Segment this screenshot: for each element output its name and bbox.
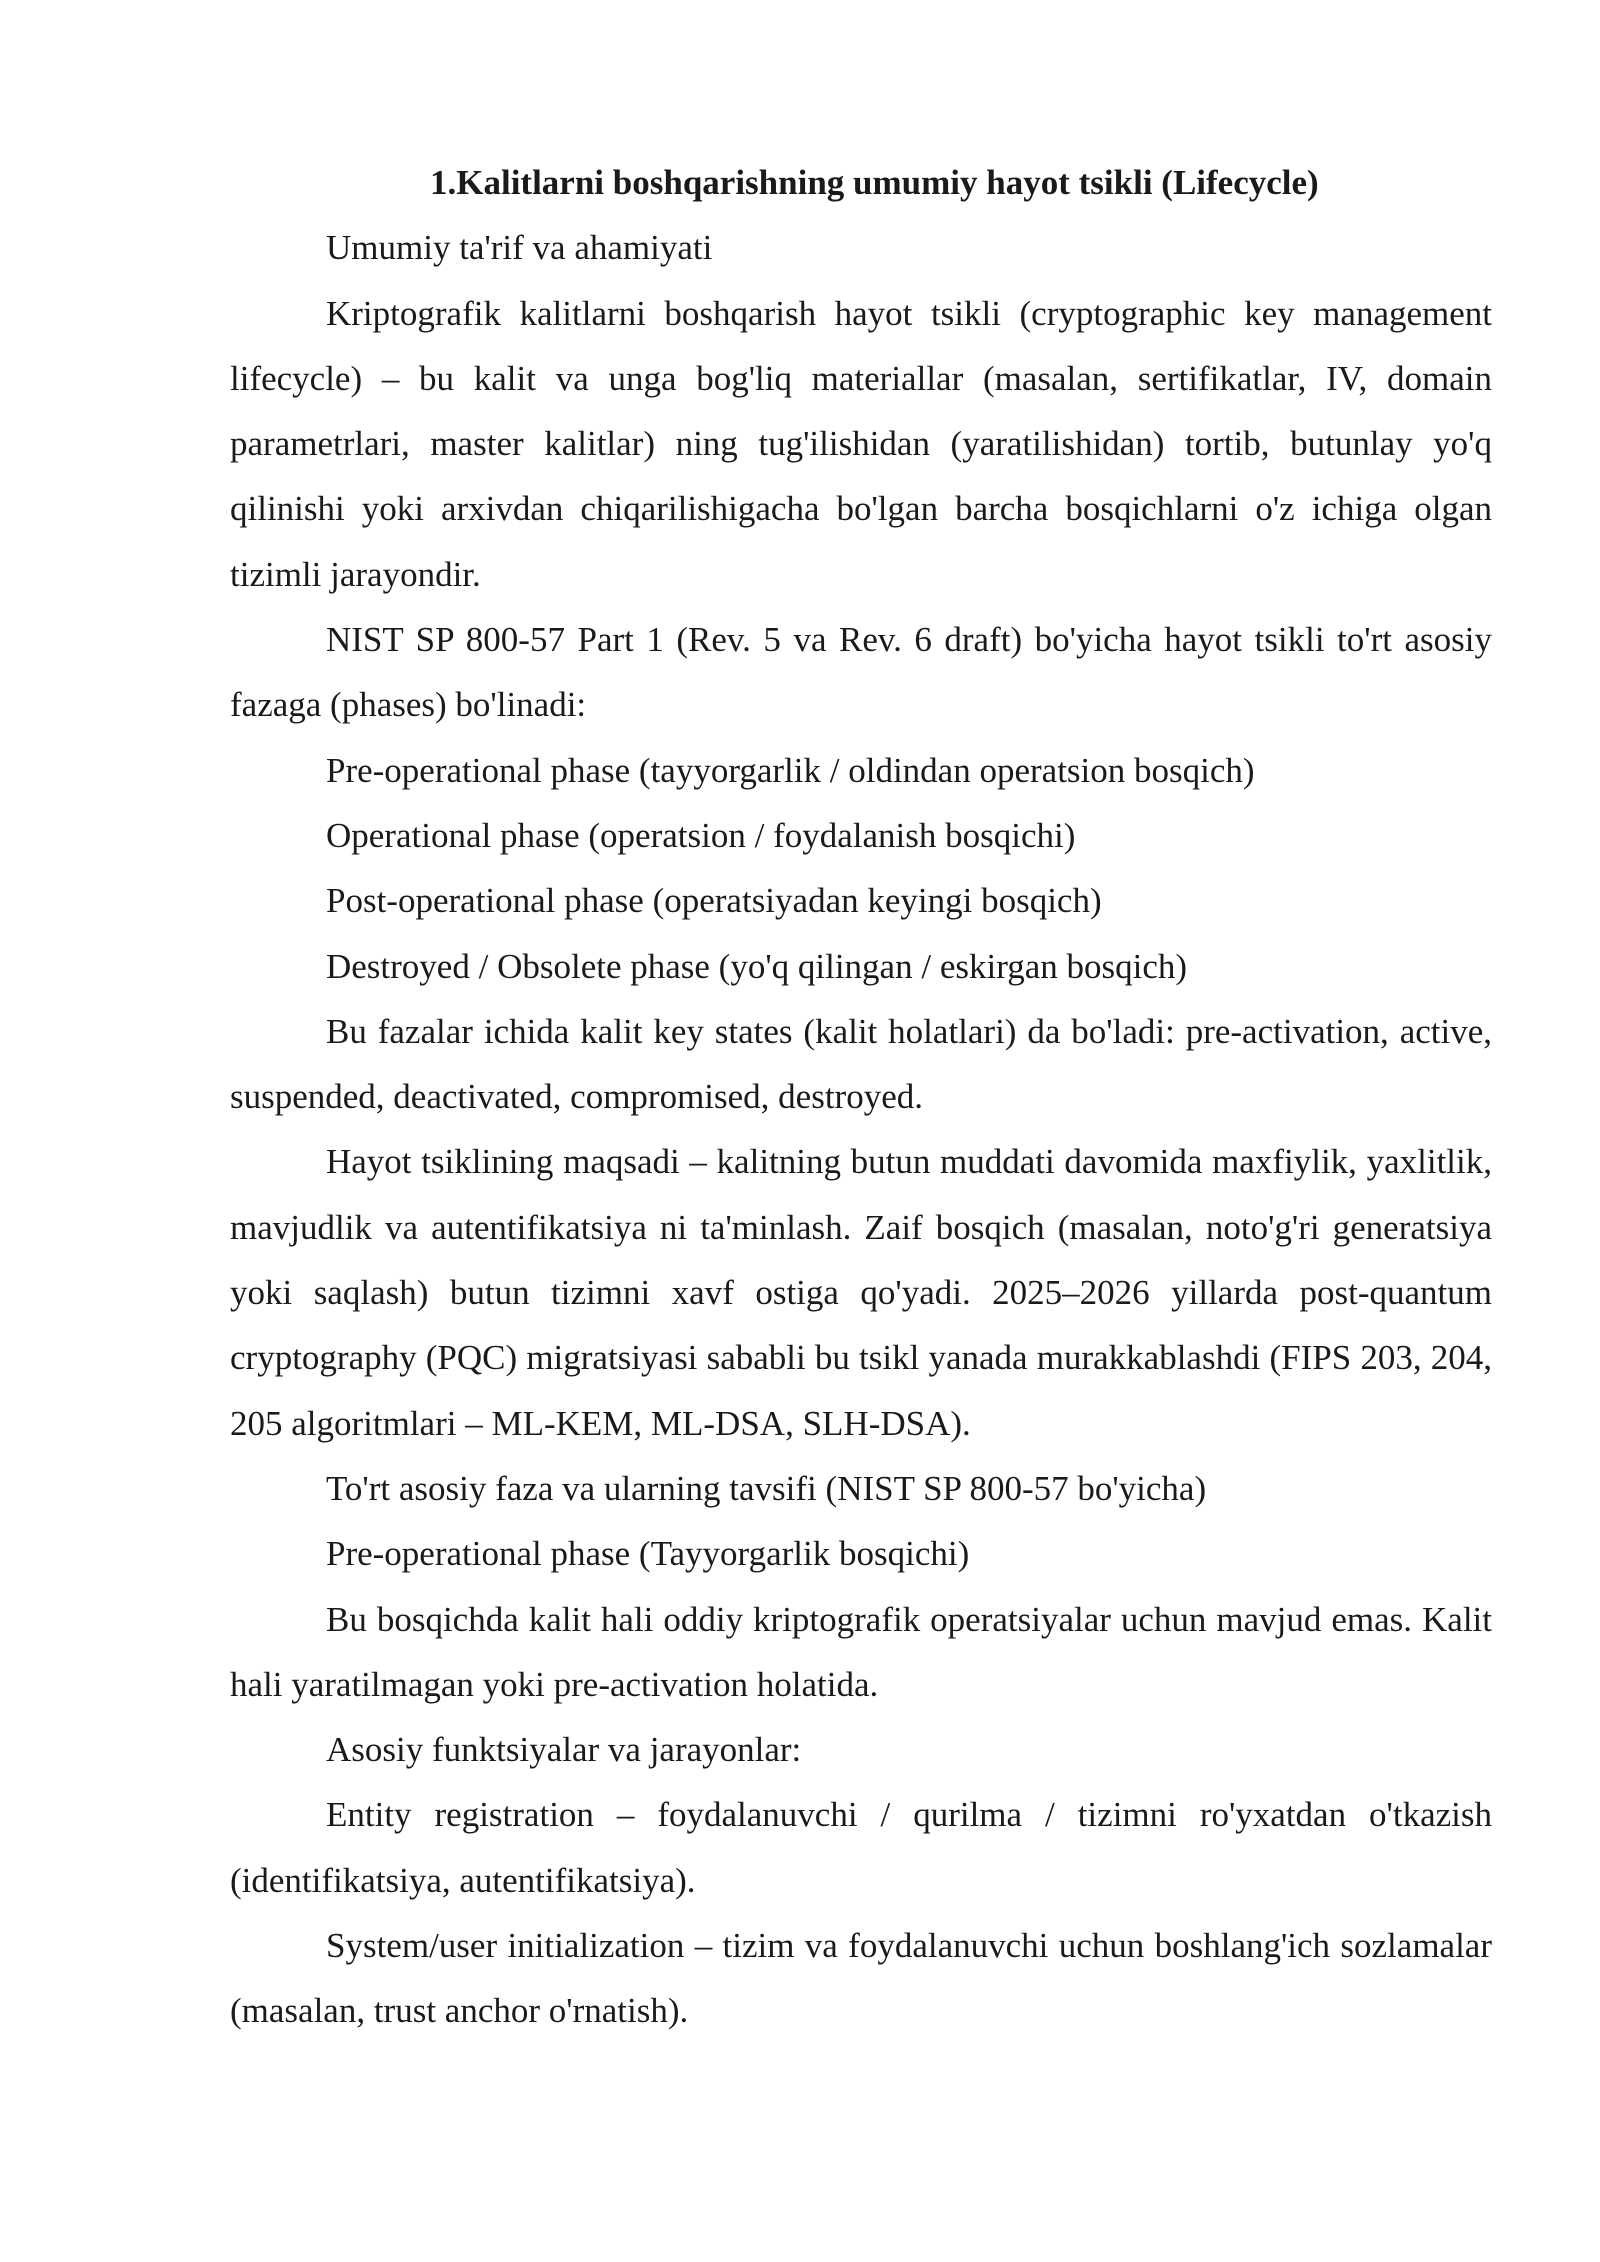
paragraph: Bu fazalar ichida kalit key states (kalit holatlari) da bo'ladi: pre-activation, active, suspended, deactivated, compromised, destroyed. [230, 1011, 1492, 1117]
paragraph: Bu bosqichda kalit hali oddiy kriptografik operatsiyalar uchun mavjud emas. Kalit hali yaratilmagan yoki pre-activation holatida. [230, 1599, 1492, 1704]
paragraph: Entity registration – foydalanuvchi / qurilma / tizimni ro'yxatdan o'tkazish (identifikatsiya, autentifikatsiya). [230, 1795, 1492, 1900]
paragraph: Hayot tsiklining maqsadi – kalitning butun muddati davomida maxfiylik, yaxlitlik, mavjudlik va autentifikatsiya ni ta'minlash. Zaif bosqich (masalan, noto'g'ri generatsiya yoki saqlash) butun tizimni xavf ostiga qo'yadi. 2025–2026 yillarda post-quantum cryptography (PQC) migratsiyasi sababli bu tsikl yanada murakkablashdi (FIPS 203, 204, 205 algoritmlari – ML-KEM, ML-DSA, SLH-DSA). [230, 1142, 1492, 1443]
paragraph: Kriptografik kalitlarni boshqarish hayot tsikli (cryptographic key management lifecycle) – bu kalit va unga bog'liq materiallar (masalan, sertifikatlar, IV, domain parametrlari, master kalitlar) ning tug'ilishidan (yaratilishidan) tortib, butunlay yo'q qilinishi yoki arxivdan chiqarilishigacha bo'lgan barcha bosqichlarni o'z ichiga olgan tizimli jarayondir. [230, 293, 1492, 594]
list-item-phase: Post-operational phase (operatsiyadan keyingi bosqich) [326, 881, 1102, 921]
paragraph: NIST SP 800-57 Part 1 (Rev. 5 va Rev. 6 draft) bo'yicha hayot tsikli to'rt asosiy fazaga (phases) bo'linadi: [230, 620, 1492, 725]
document-body [230, 150, 1492, 2044]
list-item-phase: Pre-operational phase (tayyorgarlik / oldindan operatsion bosqich) [326, 750, 1255, 790]
document-title: 1.Kalitlarni boshqarishning umumiy hayot tsikli (Lifecycle) [430, 163, 1319, 202]
list-item-phase: Destroyed / Obsolete phase (yo'q qilingan / eskirgan bosqich) [326, 946, 1188, 986]
paragraph-subheading: To'rt asosiy faza va ularning tavsifi (NIST SP 800-57 bo'yicha) [326, 1468, 1207, 1508]
paragraph: System/user initialization – tizim va foydalanuvchi uchun boshlang'ich sozlamalar (masalan, trust anchor o'rnatish). [230, 1926, 1492, 2031]
paragraph-subheading: Asosiy funktsiyalar va jarayonlar: [326, 1730, 802, 1770]
paragraph-subheading: Umumiy ta'rif va ahamiyati [326, 228, 713, 268]
list-item-phase: Operational phase (operatsion / foydalanish bosqichi) [326, 815, 1076, 855]
paragraph-subheading: Pre-operational phase (Tayyorgarlik bosqichi) [326, 1534, 970, 1574]
